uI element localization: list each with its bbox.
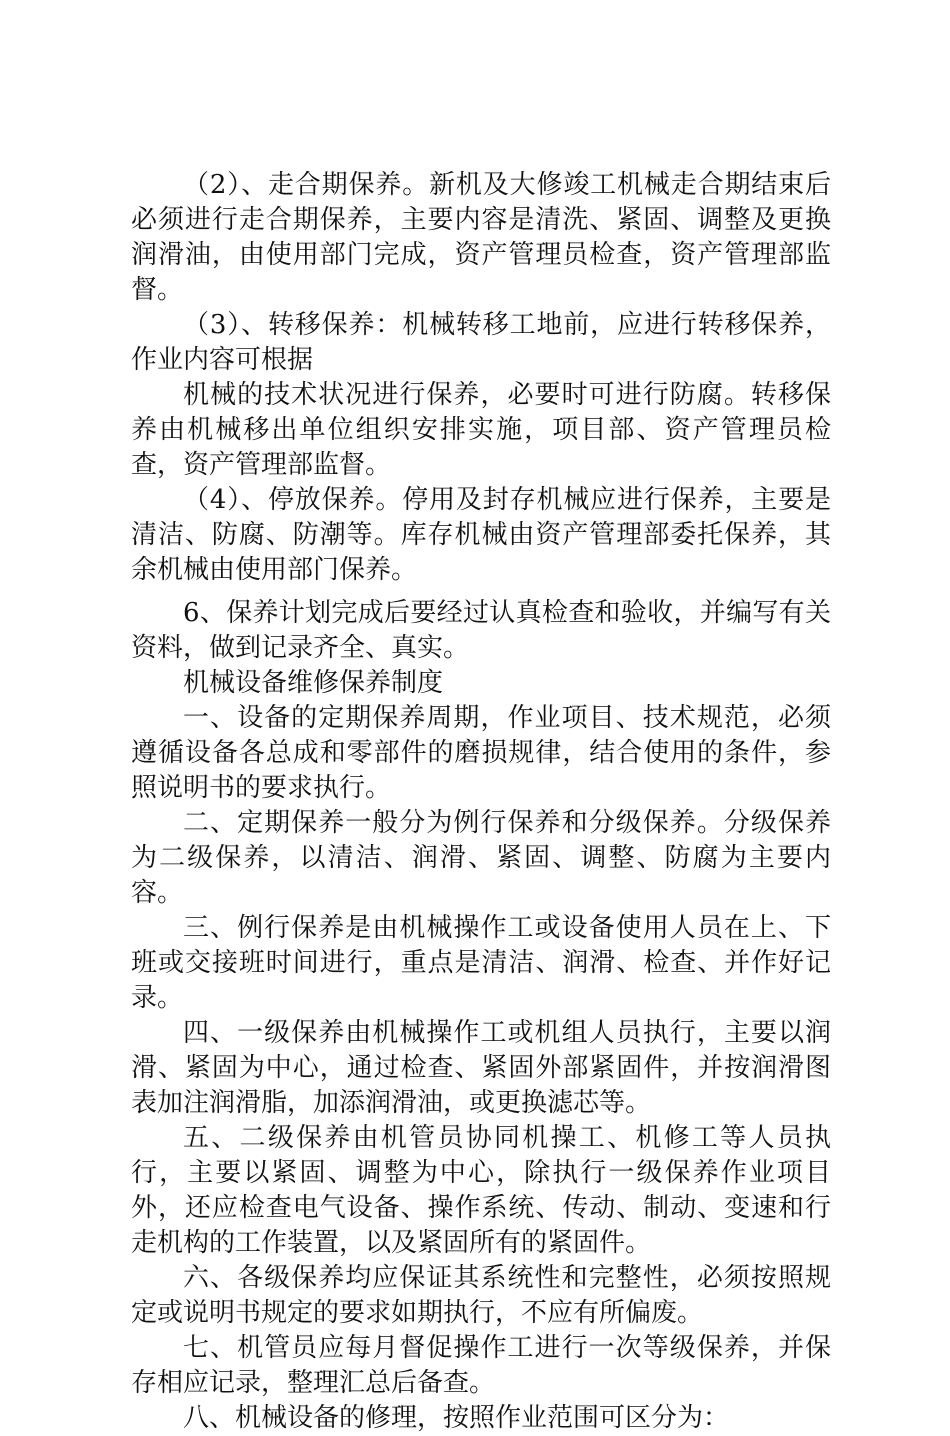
paragraph-storage-maintenance: （4）、停放保养。停用及封存机械应进行保养，主要是清洁、防腐、防潮等。库存机械由资产管理部委托保养，其余机械由使用部门保养。 — [131, 485, 831, 585]
paragraph-item-6: 6、保养计划完成后要经过认真检查和验收，并编写有关资料，做到记录齐全、真实。 — [131, 598, 831, 663]
paragraph-break-in-maintenance: （2）、走合期保养。新机及大修竣工机械走合期结束后必须进行走合期保养，主要内容是清洗、紧固、调整及更换润滑油，由使用部门完成，资产管理员检查，资产管理部监督。 — [131, 170, 831, 305]
paragraph-rule-5: 五、二级保养由机管员协同机操工、机修工等人员执行，主要以紧固、调整为中心，除执行一级保养作业项目外，还应检查电气设备、操作系统、传动、制动、变速和行走机构的工作装置，以及紧固所有的紧固件。 — [131, 1123, 831, 1258]
paragraph-transfer-maintenance-cont: 机械的技术状况进行保养，必要时可进行防腐。转移保养由机械移出单位组织安排实施，项目部、资产管理员检查，资产管理部监督。 — [131, 380, 831, 480]
paragraph-rule-3: 三、例行保养是由机械操作工或设备使用人员在上、下班或交接班时间进行，重点是清洁、润滑、检查、并作好记录。 — [131, 913, 831, 1013]
paragraph-rule-7: 七、机管员应每月督促操作工进行一次等级保养，并保存相应记录，整理汇总后备查。 — [131, 1333, 831, 1398]
section-title: 机械设备维修保养制度 — [183, 668, 444, 698]
paragraph-rule-2: 二、定期保养一般分为例行保养和分级保养。分级保养为二级保养，以清洁、润滑、紧固、调整、防腐为主要内容。 — [131, 808, 831, 908]
paragraph-rule-8: 八、机械设备的修理，按照作业范围可区分为： — [183, 1403, 730, 1433]
document-page — [131, 168, 831, 1436]
paragraph-rule-6: 六、各级保养均应保证其系统性和完整性，必须按照规定或说明书规定的要求如期执行，不应有所偏废。 — [131, 1263, 831, 1328]
paragraph-rule-4: 四、一级保养由机械操作工或机组人员执行，主要以润滑、紧固为中心，通过检查、紧固外部紧固件，并按润滑图表加注润滑脂，加添润滑油，或更换滤芯等。 — [131, 1018, 831, 1118]
paragraph-transfer-maintenance: （3）、转移保养：机械转移工地前，应进行转移保养，作业内容可根据 — [131, 310, 831, 375]
paragraph-rule-1: 一、设备的定期保养周期，作业项目、技术规范，必须遵循设备各总成和零部件的磨损规律，结合使用的条件，参照说明书的要求执行。 — [131, 703, 831, 803]
